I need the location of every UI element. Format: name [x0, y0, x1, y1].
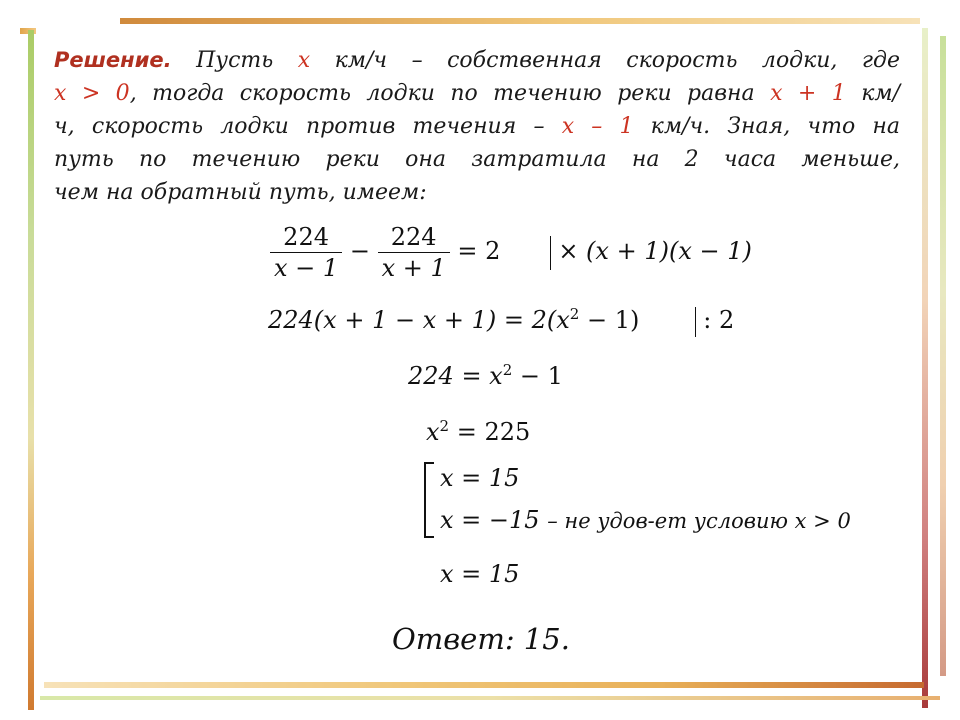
frame-top-bar [120, 18, 920, 24]
equation-3: $224 = x^2 - 1$ [408, 361, 563, 390]
root-1: x = 15 [440, 464, 520, 492]
multiplier: × (x + 1)(x − 1) [558, 237, 752, 265]
divider-bar [550, 236, 551, 270]
frame-bottom-bar [44, 682, 924, 688]
roots-bracket [424, 462, 434, 538]
equation-4: $x^2 = 225$ [426, 417, 531, 446]
fraction-2: $\frac{224}{x + 1}$ [378, 222, 450, 283]
equation-1: $\frac{224}{x - 1}$ − $\frac{224}{x + 1}$ = 2 × (x + 1)(x − 1) [270, 222, 752, 283]
root-2-note: – не удов-ет условию x > 0 [547, 509, 851, 533]
solution-heading: Решение. [54, 48, 172, 72]
solution-paragraph [54, 44, 900, 209]
text-line-5: чем на обратный путь, имеем: [54, 180, 427, 205]
text-line-2: x > 0, тогда скорость лодки по течению реки равна x + 1 км/ [54, 81, 900, 106]
text-line-1: Решение. Пусть x км/ч – собственная скорость лодки, где [54, 48, 900, 73]
final-result: x = 15 [440, 560, 520, 588]
answer: Ответ: 15. [392, 622, 570, 656]
equation-2: $224(x + 1 - x + 1) = 2(x^2 - 1)$ : 2 [268, 306, 734, 337]
root-2: x = −15 – не удов-ет условию x > 0 [440, 506, 851, 534]
text-line-4: путь по течению реки она затратила на 2 часа меньше, [54, 147, 900, 172]
fraction-1: $\frac{224}{x - 1}$ [270, 222, 342, 283]
frame-bottom-bar-2 [40, 696, 940, 700]
divisor: : 2 [703, 306, 735, 334]
frame-right-bar [922, 28, 928, 708]
frame-left-bar [28, 30, 34, 710]
divider-bar-2 [695, 307, 696, 337]
frame-right-bar-2 [940, 36, 946, 676]
text-line-3: ч, скорость лодки против течения – x – 1 км/ч. Зная, что на [54, 114, 901, 139]
